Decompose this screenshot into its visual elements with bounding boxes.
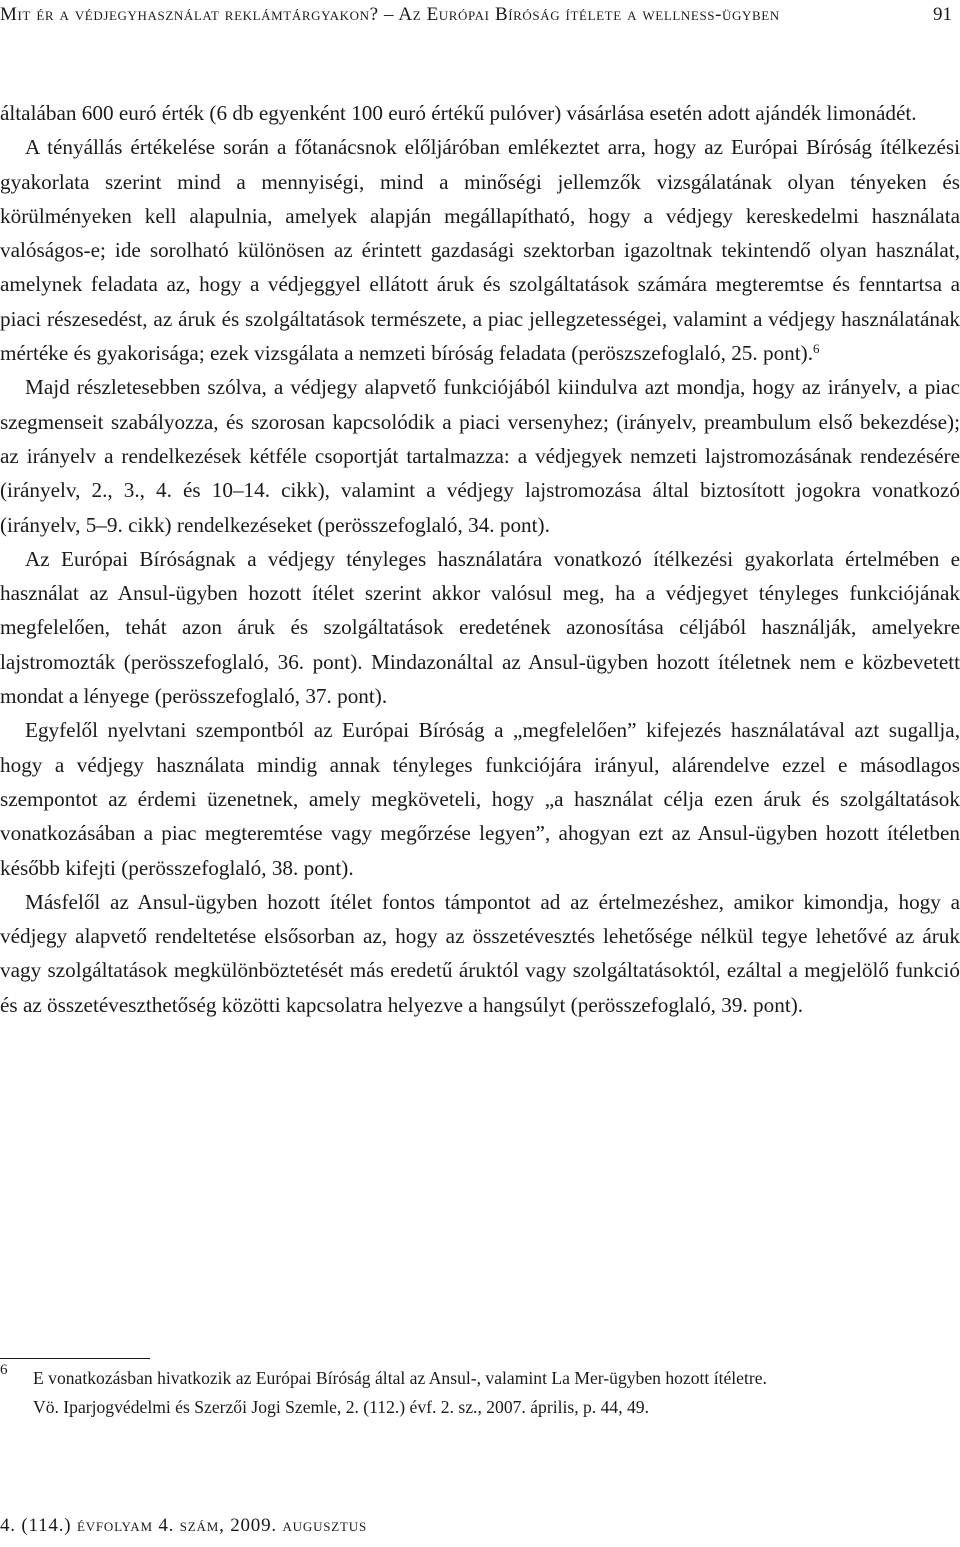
paragraph-3: Az Európai Bíróságnak a védjegy tényleges használatára vonatkozó ítélkezési gyakorlata értelmében e használat az Ansul-ügyben hozott ítélet szerint akkor valósul meg, ha a védjegyet tényleges funkciójának megfelelően, tehát azon áruk és szolgáltatások eredetének azonosítása céljából használják, amelyekre lajstromozták (perösszefoglaló, 36. pont). Mindazonáltal az Ansul-ügyben hozott ítéletnek nem e közbevetett mondat a lényege (perösszefoglaló, 37. pont). <box>0 546 960 709</box>
running-header-title: Mit ér a védjegyhasználat reklámtárgyakon? – Az Európai Bíróság ítélete a wellness-ügyben <box>0 4 780 25</box>
footnote-line-1: E vonatkozásban hivatkozik az Európai Bíróság által az Ansul-, valamint La Mer-ügyben hozott ítéletre. <box>33 1368 767 1388</box>
footnote <box>0 1364 960 1422</box>
paragraph-5: Másfelől az Ansul-ügyben hozott ítélet fontos támpontot ad az értelmezéshez, amikor kimondja, hogy a védjegy alapvető rendeltetése elsősorban az, hogy az összetévesztés lehetősége nélkül tegye lehetővé az áruk vagy szolgáltatások megkülönböztetését más eredetű áruktól vagy szolgáltatásoktól, ezáltal a megjelölő funkció és az összetéveszthetőség közötti kapcsolatra helyezve a hangsúlyt (perösszefoglaló, 39. pont). <box>0 889 960 1017</box>
paragraph-4: Egyfelől nyelvtani szempontból az Európai Bíróság a „megfelelően” kifejezés használatával azt sugallja, hogy a védjegy használata mindig annak tényleges funkciójára irányul, alárendelve ezzel e másodlagos szempontot az érdemi üzenetnek, amely megköveteli, hogy „a használat célja ezen áruk és szolgáltatások vonatkozásában a piac megteremtése vagy megőrzése legyen”, ahogyan ezt az Ansul-ügyben hozott ítéletben később kifejti (perösszefoglaló, 38. pont). <box>0 718 960 880</box>
footnote-number: 6 <box>0 1362 8 1378</box>
footnote-line-2: Vö. Iparjogvédelmi és Szerzői Jogi Szemle, 2. (112.) évf. 2. sz., 2007. április, p. 44, 49. <box>33 1397 649 1417</box>
paragraph-continuation: általában 600 euró érték (6 db egyenként 100 euró értékű pulóver) vásárlása esetén adott ajándék limonádét. <box>0 101 917 125</box>
footnote-text <box>33 1364 960 1422</box>
footnote-divider <box>0 1358 150 1359</box>
running-footer: 4. (114.) évfolyam 4. szám, 2009. augusztus <box>0 1515 367 1536</box>
page-number: 91 <box>933 4 952 25</box>
paragraph-2: Majd részletesebben szólva, a védjegy alapvető funkciójából kiindulva azt mondja, hogy az irányelv, a piac szegmenseit szabályozza, és szorosan kapcsolódik a piaci versenyhez; (irányelv, preambulum első bekezdése); az irányelv a rendelkezések kétféle csoportját tartalmazza: a védjegyek nemzeti lajstromozásának rendezésére (irányelv, 2., 3., 4. és 10–14. cikk), valamint a védjegy lajstromozása által biztosított jogokra vonatkozó (irányelv, 5–9. cikk) rendelkezéseket (perösszefoglaló, 34. pont). <box>0 375 960 537</box>
body-text <box>0 96 960 1022</box>
footnote-reference[interactable]: 6 <box>813 340 820 356</box>
running-header <box>0 4 960 34</box>
paragraph-1 <box>0 130 960 370</box>
paragraph-1-text: A tényállás értékelése során a főtanácsnok előljáróban emlékeztet arra, hogy az Európai Bíróság ítélkezési gyakorlata szerint mind a mennyiségi, mind a minőségi jellemzők vizsgálatának olyan tényeken és körülményeken kell alapulnia, amelyek alapján megállapítható, hogy a védjegy kereskedelmi használata valóságos-e; ide sorolható különösen az érintett gazdasági szektorban igazoltnak tekintendő olyan használat, amelynek feladata az, hogy a védjeggyel ellátott áruk és szolgáltatások számára megteremtse és fenntartsa a piaci részesedést, az áruk és szolgáltatások természete, a piac jellegzetességei, valamint a védjegy használatának mértéke és gyakorisága; ezek vizsgálata a nemzeti bíróság feladata (peröszszefoglaló, 25. pont). <box>0 135 960 366</box>
